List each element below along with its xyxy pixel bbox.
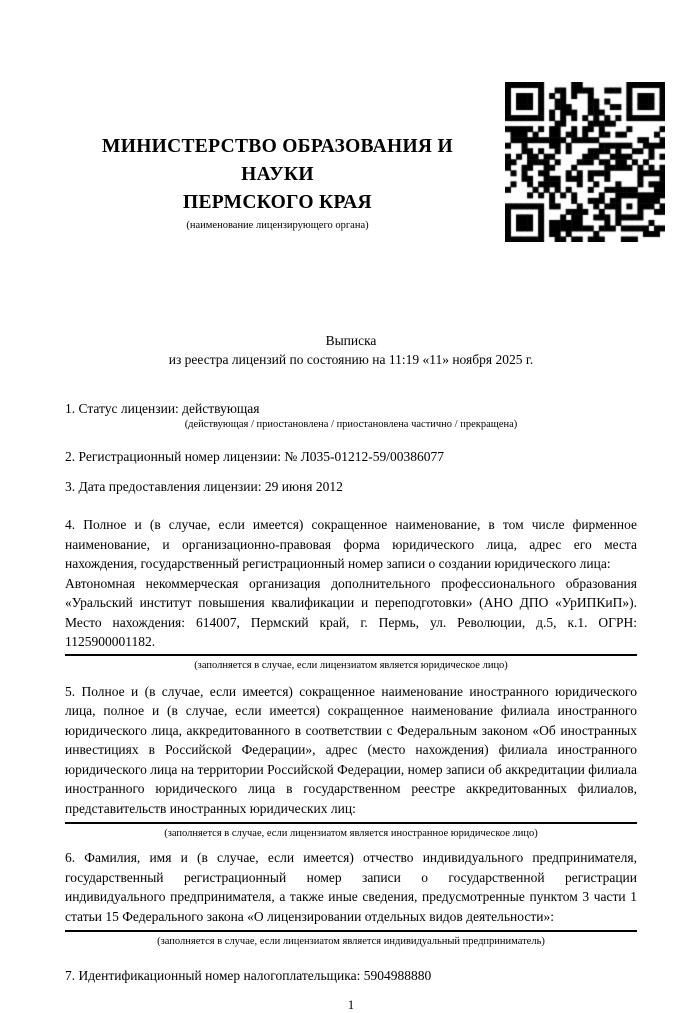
item-5-foreign-entity-heading: 5. Полное и (в случае, если имеется) сокращенное наименование иностранного юридического лица, полное и (в случае, если имеется) сокращенное наименование филиала иностранного юридического лица, аккредитованного в соответствии с Федеральным законом «Об иностранных инвестициях в Российской Федерации», адрес (место нахождения) филиала иностранного юридического лица на территории Российской Федерации, номер записи об аккредитации филиала иностранного юридического лица в государственном реестре аккредитованных филиалов, представительств иностранных юридических лиц: [65, 683, 637, 816]
item-4-caption: (заполняется в случае, если лицензиатом является юридическое лицо) [194, 659, 508, 671]
item-1-status-options-caption: (действующая / приостановлена / приостановлена частично / прекращена) [184, 419, 518, 430]
ministry-name-line2: ПЕРМСКОГО КРАЯ [183, 192, 372, 213]
licensing-authority-name [65, 133, 490, 217]
item-5-fill-line [65, 822, 637, 824]
document-title [65, 331, 637, 369]
item-1-license-status: 1. Статус лицензии: действующая [65, 401, 260, 416]
item-3-license-grant-date: 3. Дата предоставления лицензии: 29 июня 2012 [65, 479, 343, 494]
document-title-line1: Выписка [325, 333, 377, 348]
item-6-entrepreneur-heading: 6. Фамилия, имя и (в случае, если имеется) отчество индивидуального предпринимателя, государственный регистрационный номер записи о государственной регистрации индивидуального предпринимателя, а также иные сведения, предусмотренные пунктом 3 части 1 статьи 15 Федерального закона «О лицензировании отдельных видов деятельности»: [65, 850, 637, 924]
item-6-fill-line [65, 930, 637, 932]
item-4-legal-entity-heading: 4. Полное и (в случае, если имеется) сокращенное наименование, в том числе фирменное наименование, и организационно-правовая форма юридического лица, адрес его места нахождения, государственный регистрационный номер записи о создании юридического лица: [65, 517, 637, 571]
item-7-taxpayer-id: 7. Идентификационный номер налогоплательщика: 5904988880 [65, 968, 432, 983]
item-5-caption: (заполняется в случае, если лицензиатом является иностранное юридическое лицо) [164, 828, 538, 839]
item-4-fill-line [65, 654, 637, 656]
item-6-caption: (заполняется в случае, если лицензиатом является индивидуальный предприниматель) [157, 936, 545, 947]
item-2-registration-number: 2. Регистрационный номер лицензии: № Л035-01212-59/00386077 [65, 449, 445, 464]
page-number: 1 [347, 997, 355, 1012]
ministry-name-line1: МИНИСТЕРСТВО ОБРАЗОВАНИЯ И НАУКИ [102, 136, 453, 185]
qr-code [505, 82, 665, 242]
licensing-authority-caption: (наименование лицензирующего органа) [186, 220, 369, 231]
document-title-line2: из реестра лицензий по состоянию на 11:19 «11» ноября 2025 г. [168, 352, 534, 367]
item-4-legal-entity-value: Автономная некоммерческая организация дополнительного профессионального образования «Уральский институт повышения квалификации и переподготовки» (АНО ДПО «УрИПКиП»). Место нахождения: 614007, Пермский край, г. Пермь, ул. Революции, д.5, к.1. ОГРН: 1125900001182. [65, 575, 637, 649]
